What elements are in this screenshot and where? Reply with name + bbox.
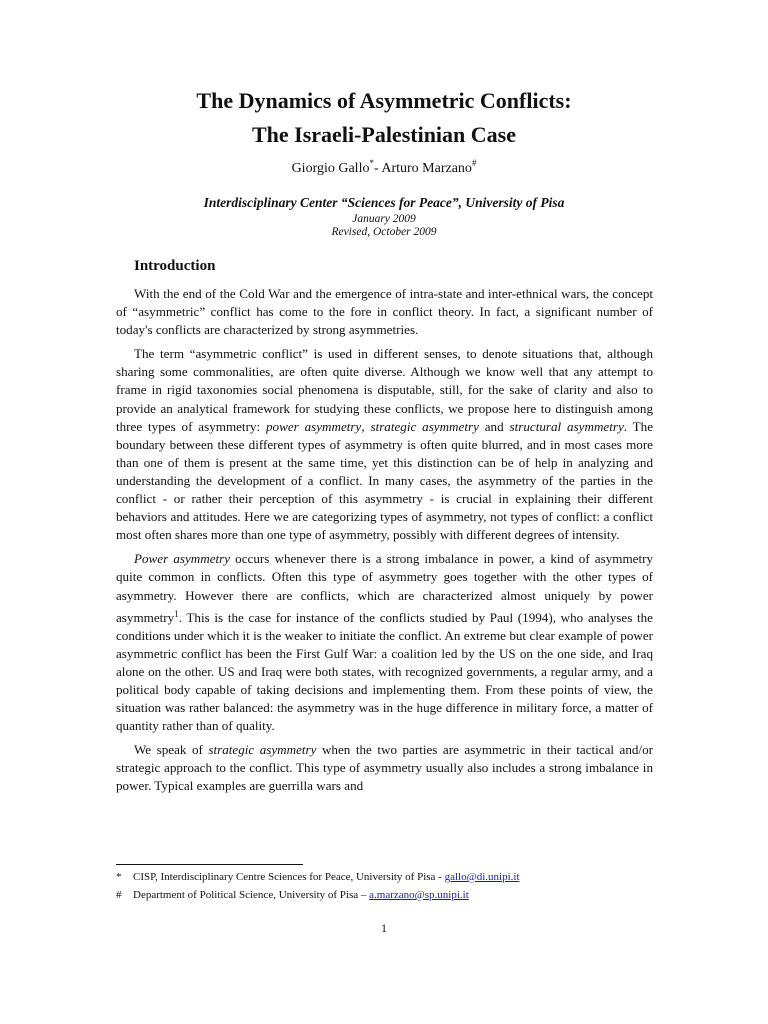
page-number: 1 bbox=[381, 921, 387, 935]
paragraph-3: Power asymmetry occurs whenever there is a strong imbalance in power, a kind of asymmetry quite common in conflicts. Often this type of asymmetry goes together with the other types of asymmetry. However there are conflicts, which are characterized almost uniquely by power asymmetry$^1$. This is the case for instance of the conflicts studied by Paul (1994), who analyses the conditions under which it is the weaker to initiate the conflict. An extreme but clear example of power asymmetric conflict has been the First Gulf War: a coalition led by the US on the one side, and Iraq alone on the other. US and Iraq were both states, with recognized governments, a regular army, and a political body capable of taking decisions and implementing them. From these points of view, the situation was rather balanced: the asymmetry was in the huge difference in military force, a matter of quantity rather than of quality. bbox=[116, 551, 653, 734]
footnote-2 bbox=[116, 888, 469, 902]
author-separator: - bbox=[373, 161, 382, 176]
title-line-2: The Israeli-Palestinian Case bbox=[252, 122, 516, 147]
term-power-asymmetry: power asymmetry bbox=[266, 418, 362, 434]
author-gallo: Giorgio Gallo bbox=[291, 161, 370, 176]
author-gallo-mark: * bbox=[369, 158, 374, 168]
term-power-asymmetry-lead: Power asymmetry bbox=[134, 551, 231, 567]
term-strategic-asymmetry: strategic asymmetry bbox=[370, 418, 479, 434]
footnote-2-email-link[interactable]: a.marzano@sp.unipi.it bbox=[369, 889, 469, 901]
footnote-ref-1[interactable]: 1 bbox=[174, 608, 179, 619]
footnote-2-mark: # bbox=[116, 889, 122, 901]
footnote-1-mark: * bbox=[116, 871, 122, 883]
paragraph-4: We speak of strategic asymmetry when the two parties are asymmetric in their tactical and/or strategic approach to the conflict. This type of asymmetry usually also includes a strong imbalance in power. Typical examples are guerrilla wars and bbox=[116, 742, 653, 794]
footnote-2-text: Department of Political Science, University of Pisa – bbox=[133, 889, 370, 901]
footnote-1-text: CISP, Interdisciplinary Centre Sciences for Peace, University of Pisa - bbox=[133, 871, 445, 883]
footnote-1-email-link[interactable]: gallo@di.unipi.it bbox=[444, 871, 520, 883]
author-marzano-mark: # bbox=[471, 158, 477, 168]
date: January 2009 bbox=[352, 213, 416, 225]
section-heading-introduction: Introduction bbox=[134, 258, 216, 274]
term-structural-asymmetry: structural asymmetry bbox=[509, 418, 624, 434]
body-text bbox=[116, 285, 653, 802]
affiliation: Interdisciplinary Center “Sciences for Peace”, University of Pisa bbox=[203, 195, 565, 210]
footnote-rule bbox=[116, 864, 303, 865]
paragraph-2: The term “asymmetric conflict” is used in different senses, to denote situations that, although sharing some commonalities, are often quite diverse. Although we know well that any attempt to frame in rigid taxonomies social phenomena is disputable, still, for the sake of clarity and also to provide an analytical framework for studying these conflicts, we propose here to distinguish among three types of asymmetry: power asymmetry, strategic asymmetry and structural asymmetry. The boundary between these different types of asymmetry is often quite blurred, and in most cases more than one of them is present at the same time, yet this distinction can be of help in analyzing and understanding the development of a conflict. In many cases, the asymmetry of the parties in the conflict - or rather their perception of this asymmetry - is crucial in explaining their different behaviors and attitudes. Here we are categorizing types of asymmetry, not types of conflict: a conflict most often shares more than one type of asymmetry, possibly with different degrees of intensity. bbox=[116, 346, 654, 543]
footnote-1 bbox=[116, 870, 520, 884]
author-marzano: Arturo Marzano bbox=[381, 161, 472, 176]
paragraph-1: With the end of the Cold War and the emergence of intra-state and inter-ethnical wars, the concept of “asymmetric” conflict has come to the fore in conflict theory. In fact, a significant number of today's conflicts are characterized by strong asymmetries. bbox=[116, 286, 653, 338]
term-strategic-asymmetry-lead: strategic asymmetry bbox=[208, 742, 317, 758]
revised-date: Revised, October 2009 bbox=[331, 226, 437, 238]
authors bbox=[0, 158, 768, 177]
title-line-1: The Dynamics of Asymmetric Conflicts: bbox=[196, 88, 572, 113]
